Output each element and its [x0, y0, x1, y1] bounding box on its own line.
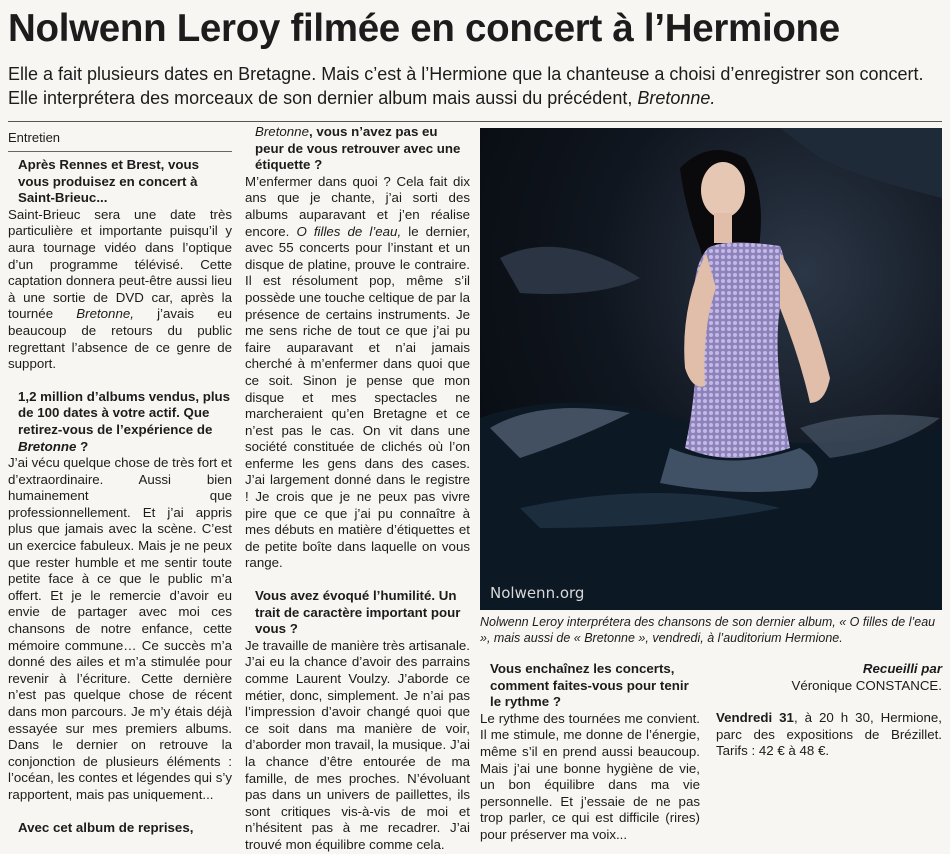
answer-5: Le rythme des tournées me convient. Il me stimule, me donne de l’énergie, même s’il en prend aussi beaucoup. Mais j’ai une bonne hygiène de vie, un bon équilibre dans ma vie personnelle. Et j’essaie de ne pas trop parler, ce qui est difficile (rires) pour préserver ma voix... — [480, 710, 700, 842]
question-2-end: ? — [80, 438, 89, 454]
article-lead-text: Elle a fait plusieurs dates en Bretagne. Mais c’est à l’Hermione que la chanteuse a choisi d’enregistrer son concert. Elle interprétera des morceaux de son dernier album mais aussi du précédent, — [8, 64, 924, 108]
question-3: Avec cet album de reprises, — [18, 819, 194, 835]
article-lead — [8, 62, 942, 110]
question-2-italic: Bretonne — [18, 438, 77, 454]
answer-4: Je travaille de manière très artisanale. J’ai eu la chance d’avoir des parrains comme Laurent Voulzy. J’aborde ce métier, donc, simplement. Je n’ai pas l’impression d’avoir changé quoi que ce soit dans ma manière de voir, d’aborder mon travail, la musique. J’ai la chance d’être entourée de ma famille, de mes proches. N’évoluant pas dans un univers de paillettes, ils sont critiques vis-à-vis de moi et n’hésitent pas à me recadrer. J’ai trouvé mon équilibre comme cela. — [245, 637, 470, 852]
paragraph-gap — [716, 694, 942, 710]
event-info — [716, 710, 942, 760]
question-3-italic: Bretonne — [255, 124, 309, 139]
answer-2: J’ai vécu quelque chose de très fort et d’extraordinaire. Aussi bien humainement que professionnellement. Et j’ai appris plus que jamais avec la scène. C’est un exercice fabuleux. Mais je ne peux que rester humble et me sentir toute petite face à ce que le public m’a offert. Et je le remercie d’avoir eu envie de partager avec moi ces chansons de notre enfance, cette mémoire commune… Ce succès m’a donné des ailes et m’a stimulée pour revenir à l’écriture. Cette dernière n’est pas quelque chose de récent dans mon parcours. Je m’y étais déjà essayée sur mes premiers albums. Dans le dernier on retrouve la conjonction de plusieurs éléments : l’océan, les contes et légendes qui s’y rapportent, mais pas uniquement... — [8, 455, 232, 802]
answer-3-text-end: le dernier, avec 55 concerts pour l’instant et un disque de platine, prouve le contraire. Il est résolument pop, même s’il possède une touche celtique de par la présence de certains instruments. Je me sens riche de tout ce que j’ai pu faire auparavant et n’ai jamais cherché à m’enfermer dans quoi que ce soit. Sinon je pense que mon disque et mes spectacles ne marcheraient qu’en Bretagne et ce n’est pas le cas. On vit dans une société constituée de clichés où l’on enferme les gens dans des cases. J’ai largement donné dans le registre ! Je crois que je ne peux pas vivre pire que ce que j’ai pu connaître à mes débuts en matière d’étiquettes et de petite boîte dans laquelle on vous range. — [245, 223, 470, 571]
singer-illustration — [480, 128, 942, 610]
question-3-text: , vous n’avez pas eu peur de vous retrouver avec une étiquette ? — [255, 124, 461, 173]
question-4: Vous avez évoqué l’humilité. Un trait de caractère important pour vous ? — [255, 588, 461, 637]
article-headline: Nolwenn Leroy filmée en concert à l’Hermione — [8, 7, 840, 50]
paragraph-gap — [245, 572, 470, 588]
answer-1-text: Saint-Brieuc sera une date très particulière et importante puisqu’il y aura tournage vidéo dans l’optique d’un programme télévisé. Cette captation donnera peut-être aussi lieu à une sortie de DVD car, après la tournée — [8, 206, 232, 322]
paragraph-gap — [8, 373, 232, 389]
header-rule — [8, 121, 942, 122]
signature — [716, 661, 942, 694]
question-2-text: 1,2 million d’albums vendus, plus de 100 dates à votre actif. Que retirez-vous de l’expérience de — [18, 388, 231, 437]
photo-watermark: Nolwenn.org — [490, 584, 585, 602]
answer-1-text-end: j’avais eu beaucoup de retours du public regrettant l’absence de ce genre de support. — [8, 306, 232, 372]
signature-author: Véronique CONSTANCE. — [791, 677, 942, 693]
event-details: , à 20 h 30, Hermione, parc des expositions de Brézillet. Tarifs : 42 € à 48 €. — [716, 710, 942, 759]
concert-photo — [480, 128, 942, 610]
article-lead-italic: Bretonne. — [637, 88, 716, 108]
column-3 — [480, 661, 700, 842]
answer-1-italic: Bretonne, — [76, 306, 134, 322]
column-1 — [8, 157, 232, 835]
question-3-continued — [245, 124, 470, 174]
section-label: Entretien — [8, 130, 232, 152]
answer-3-italic: O filles de l’eau, — [296, 223, 402, 239]
column-2 — [245, 124, 470, 852]
event-date: Vendredi 31 — [716, 710, 794, 726]
question-1: Après Rennes et Brest, vous vous produisez en concert à Saint-Brieuc... — [18, 157, 200, 206]
photo-caption: Nolwenn Leroy interprétera des chansons de son dernier album, « O filles de l’eau », mais aussi de « Bretonne », vendredi, à l’auditorium Hermione. — [480, 615, 936, 645]
question-2 — [8, 389, 232, 455]
question-5: Vous enchaînez les concerts, comment faites-vous pour tenir le rythme ? — [490, 661, 689, 710]
signature-label: Recueilli par — [862, 661, 942, 676]
answer-1 — [8, 207, 232, 373]
column-4 — [716, 661, 942, 809]
answer-3 — [245, 174, 470, 572]
paragraph-gap — [8, 804, 232, 820]
answer-3-text: M’enfermer dans quoi ? Cela fait dix ans que je chante, j’ai sorti des albums auparavant et j’en réalise encore. — [245, 173, 470, 239]
